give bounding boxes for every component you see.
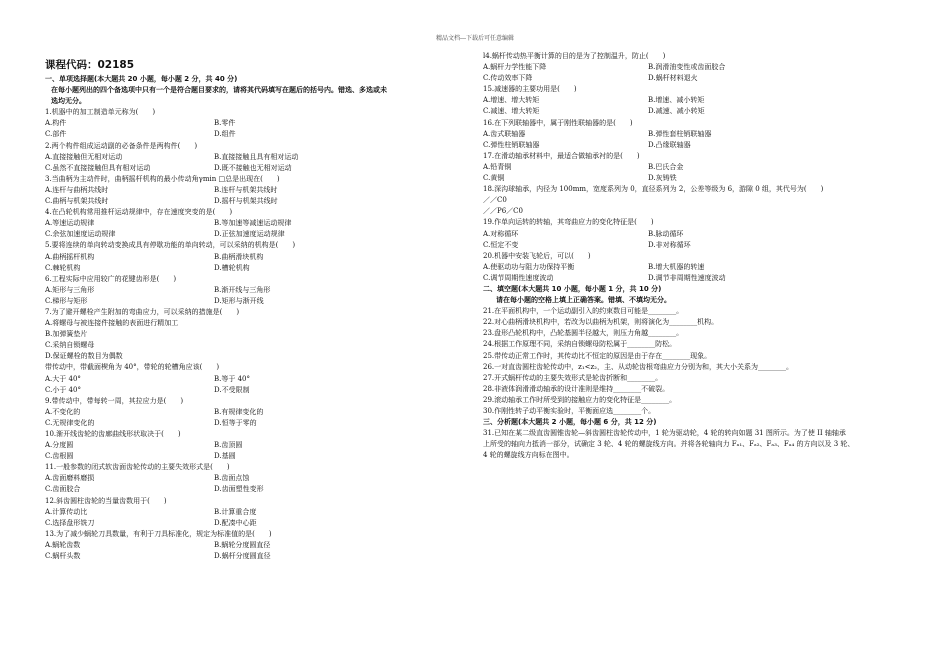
option-a: C.蜗杆头数 <box>45 552 81 561</box>
option-b: D.调节非周期性速度波动 <box>648 273 726 282</box>
option-row <box>45 229 465 240</box>
question-text: l4.蜗杆传动热平衡计算的目的是为了控制温升，防止( ) <box>483 52 666 60</box>
option-a: A.构件 <box>45 119 67 128</box>
option-row <box>45 296 465 307</box>
option-b: B.计算重合度 <box>214 507 257 516</box>
question-text: 30.作刚性转子动平衡实验时，平衡面应选________个。 <box>483 407 656 415</box>
option-b: D.基圆 <box>214 452 236 461</box>
option-a: C.余弦加速度运动规律 <box>45 230 116 239</box>
option-a: C.弹性柱销联轴器 <box>483 140 540 149</box>
option-b: B.增大机器的转速 <box>648 262 705 271</box>
option-row <box>45 451 465 462</box>
option-a: A.齿面磨料磨损 <box>45 474 95 483</box>
option-b: D.蜗杆材料退火 <box>648 74 698 83</box>
option-b: D.组件 <box>214 130 236 139</box>
option-row <box>45 285 465 296</box>
option-b: B.渐开线与三角形 <box>214 285 271 294</box>
question-text: 21.在平面机构中，一个运动副引入的约束数目可能是________。 <box>483 307 684 316</box>
section-heading: 一、单项选择题(本大题共 20 小题，每小题 2 分，共 40 分) <box>45 75 238 83</box>
instruction-text: 选均无分。 <box>51 97 86 106</box>
section-heading: 三、分析题(本大题共 2 小题，每小题 6 分，共 12 分) <box>483 418 657 427</box>
option-b: B.脉动循环 <box>648 229 684 238</box>
option-a: C.齿面胶合 <box>45 485 81 494</box>
option-row <box>45 129 465 140</box>
option-b: D.槽轮机构 <box>214 263 250 272</box>
question-text: A.将螺母与被连接件接触的表面进行精加工 <box>45 319 179 328</box>
option-row <box>45 185 465 196</box>
instruction-text: 请在每小题的空格上填上正确答案。错填、不填均无分。 <box>489 296 671 305</box>
option-b: D.凸缘联轴器 <box>648 140 691 149</box>
option-b: B.零件 <box>214 119 236 128</box>
option-row <box>483 129 923 140</box>
option-a: A.计算传动比 <box>45 507 88 516</box>
option-a: A.大于 40° <box>45 374 81 383</box>
question-text: 12.斜齿圆柱齿轮的当量齿数用于( ) <box>45 496 167 505</box>
question-text: 3.当曲柄为主动件时，曲柄摇杆机构的最小传动角γmin □总是出现在( ) <box>45 174 280 183</box>
option-b: D.既不接触也无相对运动 <box>214 163 292 172</box>
option-a: A.蜗杆力学性能下降 <box>483 63 547 72</box>
option-a: A.对称循环 <box>483 229 519 238</box>
section-heading: 二、填空题(本大题共 10 小题，每小题 1 分，共 10 分) <box>483 284 662 293</box>
right-column <box>483 51 923 461</box>
question-text: 31.已知在某二级直齿圆锥齿轮—斜齿圆柱齿轮传动中，1 轮为驱动轮，4 轮的转向如题 31 图所示。为了使 II 轴轴承 <box>483 429 846 438</box>
page-header: 精品文档---下载后可任意编辑 <box>435 35 515 42</box>
option-row <box>483 162 923 173</box>
option-row <box>45 152 465 163</box>
option-b: B.蜗轮分度圆直径 <box>214 540 271 549</box>
option-row <box>45 263 465 274</box>
question-text: D.保证螺栓的数目为偶数 <box>45 352 123 361</box>
option-b: B.润滑油变性或齿面胶合 <box>648 63 726 72</box>
option-row <box>483 73 923 84</box>
option-b: D.非对称循环 <box>648 240 691 249</box>
option-row <box>45 407 465 418</box>
option-b: B.增速、减小转矩 <box>648 96 705 105</box>
question-text: 11.一般参数的闭式软齿面齿轮传动的主要失效形式是( ) <box>45 463 230 472</box>
option-a: C.选择盘形铣刀 <box>45 518 95 527</box>
option-b: D.恒等于零的 <box>214 418 257 427</box>
option-a: A.使驱动功与阻力功保持平衡 <box>483 262 575 271</box>
option-a: C.小于 40° <box>45 385 81 394</box>
option-a: A.等速运动规律 <box>45 219 95 228</box>
option-row <box>45 440 465 451</box>
question-text: 4 轮的螺旋线方向标在图中。 <box>483 451 574 460</box>
option-a: C.部件 <box>45 130 67 139</box>
option-a: A.连杆与曲柄共线时 <box>45 185 109 194</box>
option-a: C.传动效率下降 <box>483 74 533 83</box>
option-a: A.直接接触但无相对运动 <box>45 152 123 161</box>
option-b: D.灰铸铁 <box>648 174 677 183</box>
option-b: D.蜗杆分度圆直径 <box>214 552 271 561</box>
question-text: 22.对心曲柄滑块机构中，若改为以曲柄为机架，则将演化为________机构。 <box>483 318 719 327</box>
question-text: 带传动中，带截面楔角为 40°，带轮的轮槽角应该( ) <box>45 363 220 372</box>
option-row <box>483 229 923 240</box>
option-row <box>45 518 465 529</box>
option-row <box>483 273 923 284</box>
option-a: A.增速、增大转矩 <box>483 96 540 105</box>
option-row <box>483 95 923 106</box>
option-a: A.矩形与三角形 <box>45 285 95 294</box>
option-a: C.虽然不直接接触但具有相对运动 <box>45 163 151 172</box>
option-b: B.曲柄滑块机构 <box>214 252 264 261</box>
option-a: C.黄铜 <box>483 174 505 183</box>
option-row <box>483 140 923 151</box>
option-b: B.弹性套柱销联轴器 <box>648 129 712 138</box>
option-row <box>483 173 923 184</box>
option-b: D.配凑中心距 <box>214 518 257 527</box>
option-row <box>45 374 465 385</box>
question-text: 1.机器中的加工制造单元称为( ) <box>45 108 156 117</box>
option-a: C.调节周期性速度波动 <box>483 273 554 282</box>
question-text: C.采纳自锁螺母 <box>45 341 95 350</box>
option-b: B.直接接触且具有相对运动 <box>214 152 299 161</box>
question-text: 15.减速器的主要功用是( ) <box>483 85 577 94</box>
option-b: B.巴氏合金 <box>648 162 684 171</box>
option-row <box>45 418 465 429</box>
question-text: 7.为了避开螺栓产生附加的弯曲应力，可以采纳的措施是( ) <box>45 307 240 316</box>
option-b: D.不受限制 <box>214 385 250 394</box>
option-b: D.正弦加速度运动规律 <box>214 230 285 239</box>
question-text: 27.开式蜗杆传动的主要失效形式是轮齿折断和________。 <box>483 373 663 382</box>
option-b: B.齿顶圆 <box>214 441 243 450</box>
option-a: C.曲柄与机架共线时 <box>45 197 109 206</box>
question-text: 5.要将连续的单向转动变换成具有停歇功能的单向转动，可以采纳的机构是( ) <box>45 241 296 250</box>
option-a: A.齿式联轴器 <box>483 129 526 138</box>
left-column <box>45 74 465 562</box>
question-text: 17.在滑动轴承材料中，最适合做轴承衬的是( ) <box>483 151 640 160</box>
option-row <box>483 62 923 73</box>
option-row <box>45 540 465 551</box>
option-row <box>483 240 923 251</box>
question-text: 2.两个构件组成运动副的必备条件是两构件( ) <box>45 141 198 150</box>
question-text: 28.非液体润滑滑动轴承的设计准则是维持________不破裂。 <box>483 384 670 393</box>
option-a: C.恒定不变 <box>483 240 519 249</box>
option-a: C.无规律变化的 <box>45 418 95 427</box>
option-a: A.曲柄摇杆机构 <box>45 252 95 261</box>
question-text: ／／P6／C0 <box>483 207 523 216</box>
option-row <box>45 163 465 174</box>
option-b: D.摇杆与机架共线时 <box>214 197 278 206</box>
question-text: 23.盘形凸轮机构中，凸轮基圆半径越大，则压力角越________。 <box>483 329 684 338</box>
option-row <box>45 218 465 229</box>
option-a: C.齿根圆 <box>45 452 74 461</box>
instruction-text: 在每小题列出的四个备选项中只有一个是符合题目要求的，请将其代码填写在题后的括号内。错选、多选或未 <box>51 86 387 95</box>
question-text: 18.深沟球轴承，内径为 100mm，宽度系列为 0，直径系列为 2，公差等级为 6，游隙 0 组，其代号为( ) <box>483 185 824 194</box>
option-a: C.梯形与矩形 <box>45 296 88 305</box>
question-text: 24.根据工作原理不同，采纳自锁螺母防松属于________防松。 <box>483 340 677 349</box>
question-text: 26.一对直齿圆柱齿轮传动中，z₁<z₂，主、从动轮齿根弯曲应力分别为和，其大小关系为________。 <box>483 362 793 371</box>
question-text: 13.为了减少蜗轮刀具数量，有利于刀具标准化，规定为标准值的是( ) <box>45 529 272 538</box>
question-text: 6.工程实际中应用较广的花键齿形是( ) <box>45 274 177 283</box>
option-a: C.棘轮机构 <box>45 263 81 272</box>
option-b: D.齿面塑性变形 <box>214 485 264 494</box>
option-b: D.矩形与渐开线 <box>214 296 264 305</box>
question-text: 29.滚动轴承工作时所受到的接触应力的变化特征是________。 <box>483 395 677 404</box>
question-text: 25.带传动正常工作时，其传动比不恒定的原因是由于存在________现象。 <box>483 351 712 360</box>
option-a: A.铅青铜 <box>483 162 512 171</box>
option-row <box>45 551 465 562</box>
question-text: 9.带传动中，带每转一周，其拉应力是( ) <box>45 396 184 405</box>
question-text: 4.在凸轮机构常用推杆运动规律中，存在速度突变的是( ) <box>45 208 233 217</box>
option-b: B.等于 40° <box>214 374 251 383</box>
option-row <box>45 196 465 207</box>
option-a: C.减速、增大转矩 <box>483 107 540 116</box>
option-b: B.有规律变化的 <box>214 407 264 416</box>
option-row <box>45 252 465 263</box>
option-row <box>483 106 923 117</box>
option-row <box>45 484 465 495</box>
option-row <box>45 385 465 396</box>
question-text: 19.作单向运转的转轴，其弯曲应力的变化特征是( ) <box>483 218 654 227</box>
option-row <box>483 262 923 273</box>
option-row <box>45 507 465 518</box>
option-b: B.等加速等减速运动规律 <box>214 219 292 228</box>
option-row <box>45 473 465 484</box>
option-b: B.连杆与机架共线时 <box>214 185 278 194</box>
question-text: 上所受的轴向力抵消一部分，试确定 3 轮、4 轮的螺旋线方向。并将各轮轴向力 Fₐ₁、Fₐ₂、Fₐ₃、Fₐ₄ 的方向以及 3 轮、 <box>483 440 855 449</box>
question-text: 20.机器中安装飞轮后，可以( ) <box>483 251 591 260</box>
option-b: B.齿面点蚀 <box>214 474 250 483</box>
question-text: 10.渐开线齿轮的齿廓曲线形状取决于( ) <box>45 430 181 438</box>
question-text: B.加弹簧垫片 <box>45 330 88 339</box>
question-text: 16.在下列联轴器中，属于刚性联轴器的是( ) <box>483 118 633 127</box>
course-code-title: 课程代码：02185 <box>45 59 135 71</box>
option-a: A.蜗轮齿数 <box>45 540 81 549</box>
option-a: A.不变化的 <box>45 407 81 416</box>
option-row <box>45 118 465 129</box>
option-a: A.分度圆 <box>45 441 74 450</box>
question-text: ／／C0 <box>483 196 507 205</box>
option-b: D.减速、减小转矩 <box>648 107 705 116</box>
